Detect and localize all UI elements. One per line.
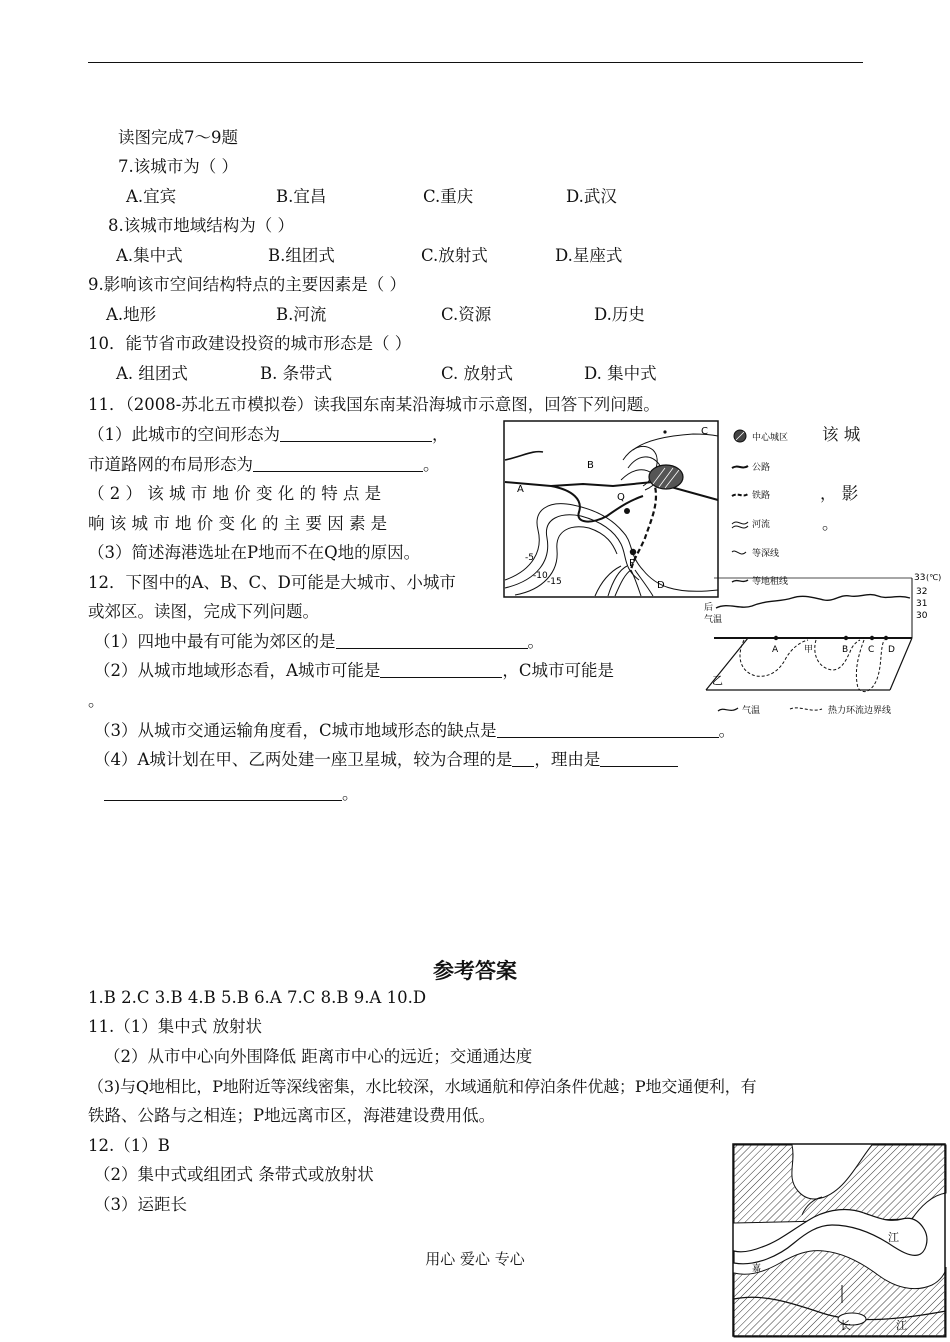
legend-highway: 公路	[752, 463, 771, 473]
q8-option-d: D.星座式	[555, 246, 623, 265]
chart12-unit: (℃)	[926, 573, 942, 582]
chart12-y-label: 气温	[704, 615, 723, 625]
q10-option-b: B. 条带式	[260, 364, 333, 383]
q11-blank-2	[253, 455, 423, 472]
chart12-tick-30: 30	[916, 611, 928, 621]
map11-label-a: A	[517, 484, 524, 495]
chart12-y-prefix: 后	[704, 603, 714, 613]
answers-line-8: （3）运距长	[94, 1195, 187, 1214]
bottom-map-label-jiang-2: 江	[896, 1319, 907, 1332]
q9-stem: 9.影响该市空间结构特点的主要因素是（ ）	[88, 275, 406, 294]
intro-text: 读图完成7～9题	[118, 128, 238, 147]
bottom-city-map	[732, 1143, 948, 1339]
answers-line-1: 1.B 2.C 3.B 4.B 5.B 6.A 7.C 8.B 9.A 10.D	[88, 988, 427, 1007]
q12-part2-line	[94, 660, 614, 682]
q8-option-b: B.组团式	[268, 246, 335, 265]
q11-part1-tail: 该 城	[822, 425, 861, 444]
q7-option-c: C.重庆	[423, 187, 474, 206]
q12-temperature-figure	[700, 572, 948, 720]
q8-option-c: C.放射式	[421, 246, 488, 265]
chart12-point-c: C	[868, 645, 875, 655]
legend-river: 河流	[752, 520, 771, 530]
legend-isobath: 等深线	[752, 549, 780, 559]
map11-depth-10: -10	[533, 571, 548, 581]
q12-blank-2	[380, 661, 502, 678]
q11-factor-tail: 。	[822, 514, 839, 533]
q12-part2-mid: ，C城市可能是	[502, 661, 615, 680]
q11-map-legend	[730, 424, 810, 594]
q12-part3-line	[94, 720, 735, 742]
q11-part2-tail: ， 影	[820, 484, 859, 503]
chart12-point-jia: 甲	[804, 645, 814, 655]
q11-part1-comma: ，	[432, 425, 449, 444]
answers-line-2: 11.（1）集中式 放射状	[88, 1017, 262, 1036]
q12-part4-line	[94, 749, 678, 771]
q12-part1-line	[94, 631, 544, 653]
chart12-point-a: A	[772, 645, 779, 655]
q11-part1-line	[88, 424, 449, 446]
chart12-legend-boundary: 热力环流边界线	[828, 706, 892, 716]
map11-depth-15: -15	[547, 577, 562, 587]
chart12-legend-temp: 气温	[742, 706, 761, 716]
q11-city-map	[503, 420, 723, 600]
q11-part2-text: （ 2 ） 该 城 市 地 价 变 化 的 特 点 是	[88, 484, 382, 503]
q8-stem: 8.该城市地域结构为（ ）	[108, 216, 294, 235]
q7-option-a: A.宜宾	[126, 187, 177, 206]
q12-part2-text: （2）从城市地域形态看，A城市可能是	[94, 661, 381, 680]
q12-part4-end: 。	[342, 784, 359, 803]
q9-option-c: C.资源	[441, 305, 492, 324]
q11-blank-1	[280, 425, 432, 442]
bottom-map-label-jiang-1: 江	[888, 1231, 899, 1244]
q12-part3-end: 。	[718, 721, 736, 740]
chart12-point-b: B	[842, 645, 849, 655]
q12-part2-end: 。	[88, 691, 105, 710]
q11-road-line	[88, 454, 440, 476]
q7-stem: 7.该城市为（ ）	[118, 157, 238, 176]
chart12-point-yi: 乙	[712, 674, 723, 687]
q12-blank-1	[336, 632, 528, 649]
answers-line-7: （2）集中式或组团式 条带式或放射状	[94, 1165, 374, 1184]
q12-blank-5	[600, 750, 678, 767]
q8-option-a: A.集中式	[116, 246, 183, 265]
q10-option-d: D. 集中式	[584, 364, 657, 383]
q12-part1-end: 。	[527, 632, 544, 651]
q11-road-text: 市道路网的布局形态为	[88, 455, 253, 474]
answers-line-5: 铁路、公路与之相连；P地远离市区，海港建设费用低。	[88, 1106, 496, 1125]
q12-part4-cont	[104, 783, 359, 805]
chart12-tick-32: 32	[916, 587, 928, 597]
answers-title: 参考答案	[433, 959, 517, 983]
q12-blank-6	[104, 784, 342, 801]
q11-factor-text: 响 该 城 市 地 价 变 化 的 主 要 因 素 是	[88, 514, 388, 533]
chart12-tick-33: 33	[914, 573, 926, 583]
q11-part3-text: （3）简述海港选址在P地而不在Q地的原因。	[88, 543, 421, 562]
legend-isorent: 等地租线	[752, 577, 789, 587]
q7-option-d: D.武汉	[566, 187, 617, 206]
map11-label-b: B	[587, 460, 594, 471]
bottom-map-label-chang: 长	[840, 1319, 851, 1332]
q12-part4-text: （4）A城计划在甲、乙两处建一座卫星城，较为合理的是	[94, 750, 513, 769]
q9-option-a: A.地形	[106, 305, 157, 324]
q10-option-a: A. 组团式	[116, 364, 188, 383]
map11-depth-5: -5	[525, 553, 534, 563]
page-footer: 用心 爱心 专心	[425, 1250, 525, 1268]
answers-line-6: 12.（1）B	[88, 1136, 170, 1155]
q11-road-end: 。	[423, 455, 440, 474]
q12-part1-text: （1）四地中最有可能为郊区的是	[94, 632, 336, 651]
map11-label-c: C	[701, 426, 708, 437]
chart12-point-d: D	[888, 645, 895, 655]
q9-option-d: D.历史	[594, 305, 645, 324]
map11-label-p: P	[629, 558, 636, 569]
q12-part4-mid: ，理由是	[534, 750, 601, 769]
q9-option-b: B.河流	[276, 305, 327, 324]
q11-stem: 11．（2008-苏北五市模拟卷）读我国东南某沿海城市示意图，回答下列问题。	[88, 395, 660, 414]
q7-option-b: B.宜昌	[276, 187, 327, 206]
q11-part1-text: （1）此城市的空间形态为	[88, 425, 280, 444]
q12-stem-1: 12．下图中的A、B、C、D可能是大城市、小城市	[88, 573, 456, 592]
q12-stem-2: 或郊区。读图，完成下列问题。	[88, 602, 319, 621]
answers-line-3: （2）从市中心向外围降低 距离市中心的远近；交通通达度	[104, 1047, 533, 1066]
q10-stem: 10．能节省市政建设投资的城市形态是（ ）	[88, 334, 412, 353]
q12-blank-3	[497, 721, 719, 738]
map11-label-d: D	[657, 580, 665, 591]
chart12-tick-31: 31	[916, 599, 928, 609]
answers-line-4: （3)与Q地相比，P地附近等深线密集，水比较深，水域通航和停泊条件优越；P地交通便利，有	[88, 1077, 757, 1096]
q12-blank-4	[512, 750, 534, 767]
header-rule	[88, 62, 863, 63]
legend-railway: 铁路	[752, 491, 771, 501]
bottom-map-label-jia: 嘉	[752, 1264, 762, 1274]
q10-option-c: C. 放射式	[441, 364, 514, 383]
q12-part3-text: （3）从城市交通运输角度看，C城市地域形态的缺点是	[94, 721, 497, 740]
legend-center-area: 中心城区	[752, 433, 789, 443]
map11-label-q: Q	[617, 492, 625, 503]
